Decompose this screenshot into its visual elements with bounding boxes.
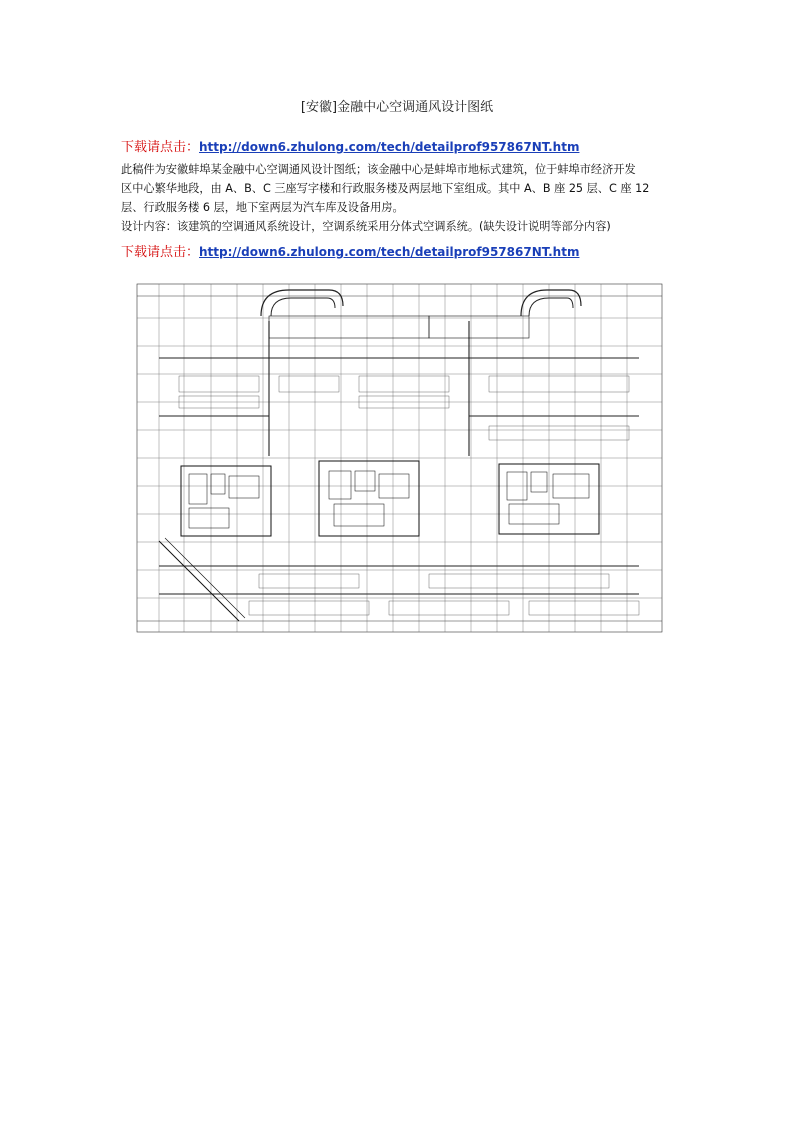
description-line: 层、行政服务楼 6 层，地下室两层为汽车库及设备用房。 (121, 201, 404, 214)
download-link[interactable]: http://down6.zhulong.com/tech/detailprof957867NT.htm (199, 245, 580, 259)
page-title: [安徽]金融中心空调通风设计图纸 (300, 100, 494, 115)
hvac-floor-plan-drawing (129, 276, 670, 639)
description-line: 区中心繁华地段，由 A、B、C 三座写字楼和行政服务楼及两层地下室组成。其中 A、B 座 25 层、C 座 12 (121, 182, 650, 195)
design-content-line: 设计内容：该建筑的空调通风系统设计，空调系统采用分体式空调系统。(缺失设计说明等部分内容) (121, 220, 611, 233)
download-line-top (121, 139, 579, 156)
description-paragraph (121, 160, 681, 236)
download-label: 下载请点击： (121, 140, 200, 155)
download-link[interactable]: http://down6.zhulong.com/tech/detailprof957867NT.htm (199, 140, 580, 154)
download-label: 下载请点击： (121, 245, 200, 260)
description-line: 此稿件为安徽蚌埠某金融中心空调通风设计图纸；该金融中心是蚌埠市地标式建筑，位于蚌埠市经济开发 (121, 163, 636, 176)
download-line-bottom (121, 244, 579, 261)
